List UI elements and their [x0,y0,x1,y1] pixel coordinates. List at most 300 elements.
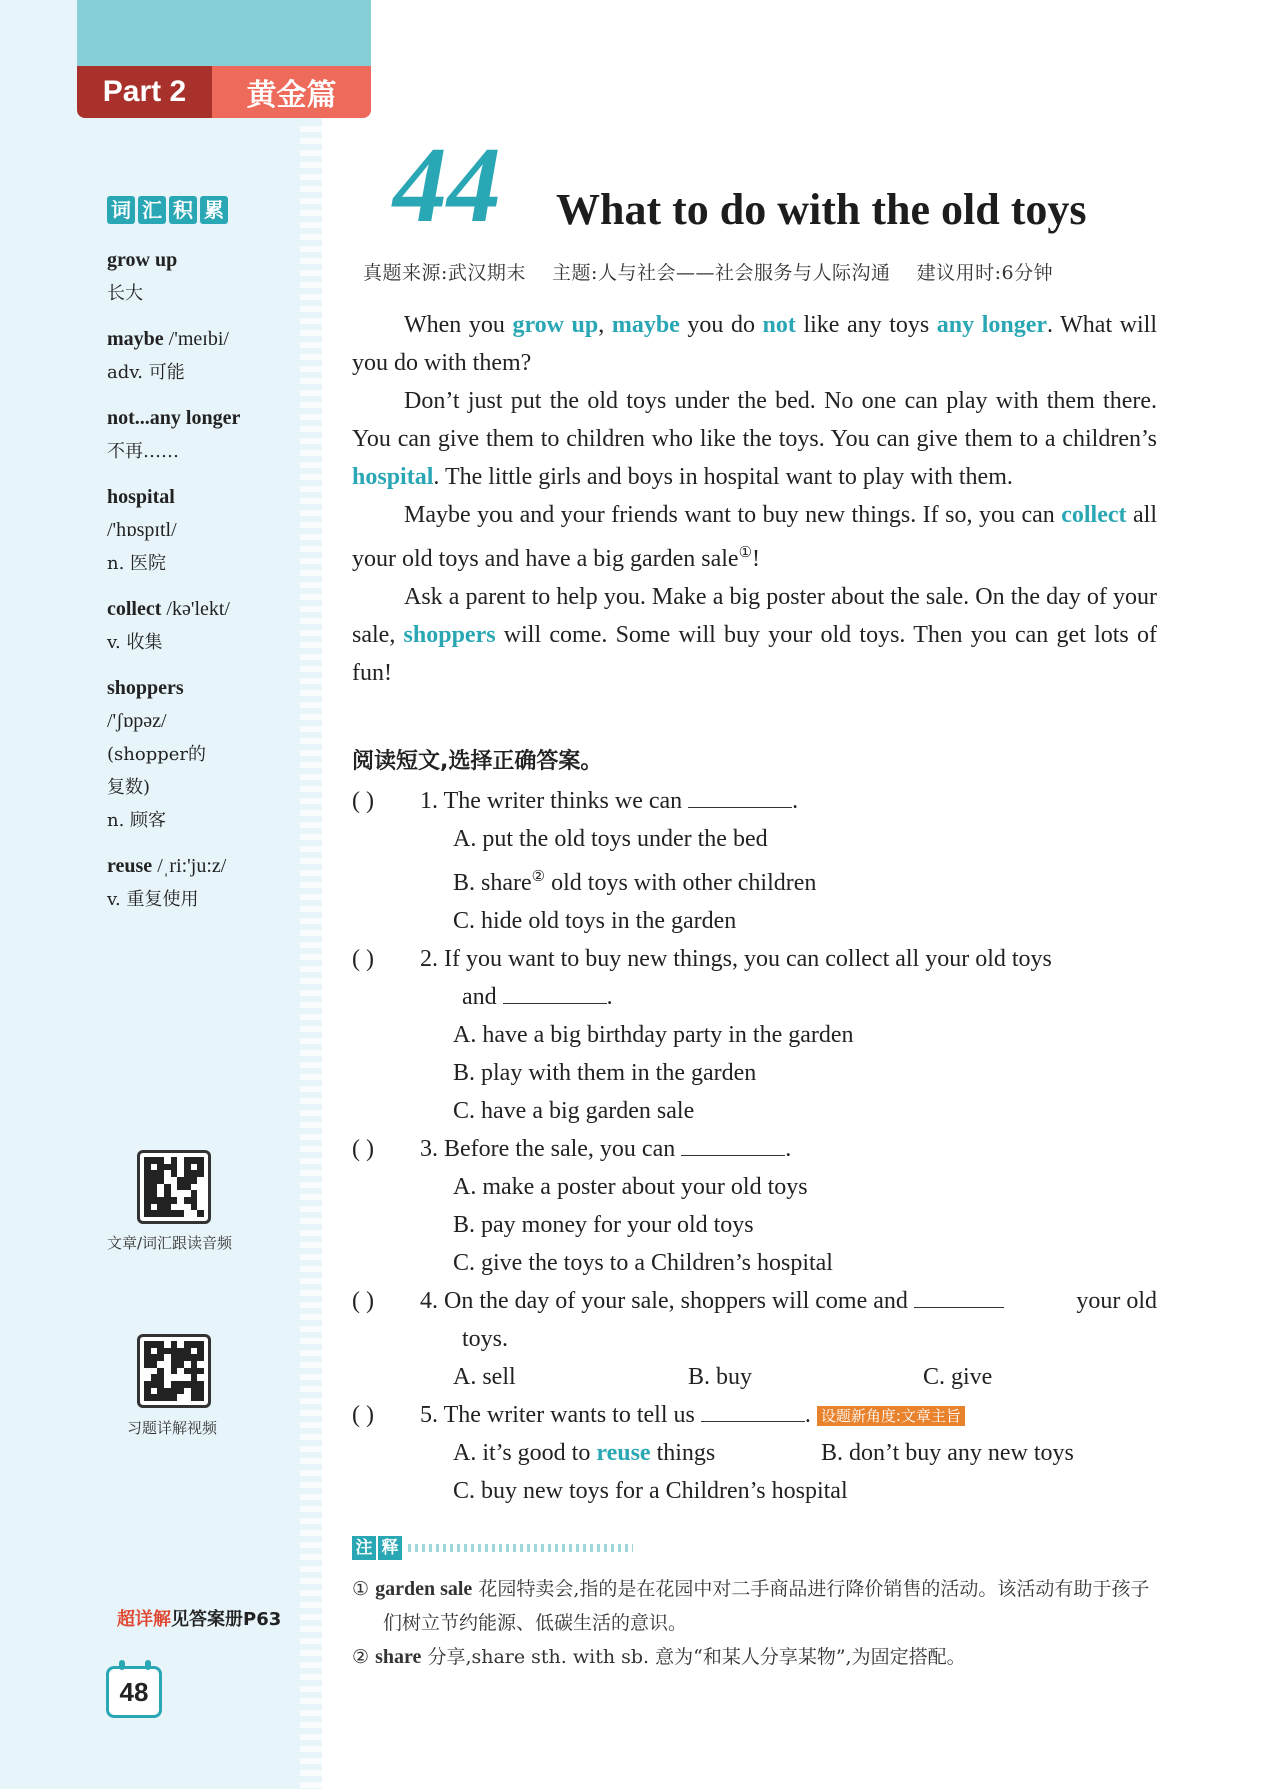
note-marker: ① [738,545,753,561]
option[interactable]: A. put the old toys under the bed [453,826,768,852]
option[interactable]: C. hide old toys in the garden [453,908,737,934]
qr-module [177,1197,184,1204]
qr-module [151,1170,158,1177]
note-item [352,1572,1162,1640]
qr-module [157,1341,164,1348]
qr-module [151,1368,158,1375]
notes-title-char: 注 [352,1536,376,1560]
text: A. it’s good to [453,1440,597,1466]
qr-module [151,1157,158,1164]
qr-module [177,1177,184,1184]
answer-blank[interactable] [688,783,792,808]
vocab-entry [107,672,302,837]
qr-module [177,1210,184,1217]
text: . [785,1136,792,1162]
qr-module [144,1177,151,1184]
qr-module [157,1348,164,1355]
page-number: 48 [106,1666,162,1718]
qr-module [191,1197,198,1204]
answer-blank[interactable] [681,1131,785,1156]
qr-module [144,1184,151,1191]
wavy-edge [300,120,322,1789]
qr-module [191,1177,198,1184]
qr-module [197,1348,204,1355]
qr-module [171,1394,178,1401]
qr-module [151,1348,158,1355]
part-label: Part 2 [77,66,212,118]
qr-module [191,1374,198,1381]
question [352,940,1157,1130]
qr-module [171,1368,178,1375]
qr-module [171,1164,178,1171]
qr-module [171,1170,178,1177]
qr-module [177,1354,184,1361]
qr-module [171,1361,178,1368]
question [352,1282,1157,1396]
qr-module [144,1204,151,1211]
qr-module [191,1190,198,1197]
qr-module [151,1361,158,1368]
vocab-note: (shopper的 [107,744,206,765]
option[interactable]: C. buy new toys for a Children’s hospital [453,1478,848,1504]
qr-module [197,1374,204,1381]
qr-module [184,1388,191,1395]
qr-module [184,1361,191,1368]
vocab-highlight: grow up [512,312,599,338]
answer-blank[interactable] [503,979,607,1004]
answer-blank[interactable] [701,1397,805,1422]
qr-module [164,1394,171,1401]
qr-module [144,1210,151,1217]
vocab-word: hospital [107,486,175,508]
qr-module [151,1177,158,1184]
qr-module [191,1381,198,1388]
text: B. share [453,870,532,896]
qr-module [144,1197,151,1204]
answer-paren[interactable]: ( ) [352,1402,374,1428]
vocab-highlight: hospital [352,464,434,490]
qr-module [171,1190,178,1197]
qr-module [164,1190,171,1197]
text: like any toys [795,312,937,338]
qr-module [164,1177,171,1184]
qr-module [151,1197,158,1204]
qr-module [177,1170,184,1177]
qr-module [197,1368,204,1375]
vocab-meaning: n. 顾客 [107,810,167,831]
answer-ref-text: 见答案册P63 [171,1609,282,1630]
qr-module [164,1354,171,1361]
text: When you [404,312,513,338]
text: . What will you do with them? [352,312,1158,376]
qr-module [177,1341,184,1348]
qr-module [171,1381,178,1388]
paragraph [352,496,1157,578]
text: things [650,1440,716,1466]
qr-module [191,1354,198,1361]
qr-module [157,1394,164,1401]
qr-module [177,1348,184,1355]
qr-module [157,1388,164,1395]
answer-reference [117,1605,281,1631]
qr-module [184,1354,191,1361]
qr-module [177,1164,184,1171]
qr-module [151,1354,158,1361]
answer-paren[interactable]: ( ) [352,946,374,972]
section-label: 黄金篇 [212,66,371,118]
qr-module [191,1157,198,1164]
question-stem: 4. On the day of your sale, shoppers will come and [420,1288,914,1314]
qr-module [184,1164,191,1171]
qr-module [191,1361,198,1368]
paragraph [352,382,1157,496]
vocab-meaning: v. 重复使用 [107,889,199,910]
text: . [606,984,613,1010]
part-banner [77,66,371,118]
vocab-meaning: n. 医院 [107,553,167,574]
qr-module [197,1341,204,1348]
qr-module [184,1374,191,1381]
option[interactable]: C. give the toys to a Children’s hospital [453,1250,833,1276]
qr-module [171,1204,178,1211]
text: , [598,312,612,338]
qr-module [184,1184,191,1191]
qr-module [151,1210,158,1217]
vocab-word: grow up [107,249,178,271]
vocab-phonetic: /'meɪbi/ [163,328,229,350]
qr-module [144,1341,151,1348]
option[interactable]: B. play with them in the garden [453,1060,757,1086]
qr-module [164,1197,171,1204]
qr-module [184,1177,191,1184]
qr-module [197,1177,204,1184]
vocab-entry [107,850,302,916]
qr-module [184,1381,191,1388]
option[interactable]: A. have a big birthday party in the garden [453,1022,854,1048]
qr-module [164,1157,171,1164]
qr-code-video[interactable] [137,1334,211,1408]
vocab-entry [107,593,302,659]
qr-module [184,1157,191,1164]
vocab-title-char: 累 [200,196,228,224]
qr-module [197,1388,204,1395]
vocab-word: shoppers [107,677,184,699]
option[interactable]: B. buy [688,1364,753,1390]
qr-module [151,1374,158,1381]
qr-module [164,1361,171,1368]
answer-paren[interactable]: ( ) [352,1288,374,1314]
qr-module [171,1341,178,1348]
qr-module [191,1204,198,1211]
option[interactable]: B. pay money for your old toys [453,1212,754,1238]
lesson-meta: 真题来源:武汉期末 主题:人与社会——社会服务与人际沟通 建议用时:6分钟 [363,262,1054,284]
qr-label-video: 习题详解视频 [127,1419,218,1437]
paragraph [352,306,1157,382]
qr-module [184,1368,191,1375]
qr-module [184,1170,191,1177]
qr-module [184,1204,191,1211]
qr-module [144,1381,151,1388]
qr-module [184,1210,191,1217]
qr-module [197,1197,204,1204]
option[interactable] [453,858,1157,902]
qr-module [157,1164,164,1171]
qr-module [177,1368,184,1375]
qr-module [151,1341,158,1348]
qr-module [177,1381,184,1388]
qr-module [184,1341,191,1348]
qr-module [164,1341,171,1348]
qr-module [157,1184,164,1191]
qr-module [177,1374,184,1381]
qr-module [191,1368,198,1375]
vocab-phonetic: /'ʃɒpəz/ [107,710,167,732]
qr-module [164,1368,171,1375]
qr-module [177,1184,184,1191]
qr-module [177,1388,184,1395]
qr-module [171,1210,178,1217]
qr-module [164,1210,171,1217]
qr-module [157,1177,164,1184]
note-marker: ② [531,869,546,885]
question-stem: 3. Before the sale, you can [420,1136,682,1162]
text: . The little girls and boys in hospital want to play with them. [433,464,1013,490]
text: ! [752,546,761,572]
qr-module [157,1210,164,1217]
qr-module [144,1368,151,1375]
qr-module [197,1164,204,1171]
note-marker: ① [352,1578,370,1600]
qr-module [144,1354,151,1361]
qr-module [144,1361,151,1368]
qr-module [164,1164,171,1171]
text: Maybe you and your friends want to buy new things. If so, you can [404,502,1062,528]
qr-module [184,1197,191,1204]
note-term: share [375,1646,422,1668]
notes-title-char: 释 [378,1536,402,1560]
vocab-phonetic: /ˌri:'ju:z/ [152,855,227,877]
vocab-title-char: 积 [169,196,197,224]
vocab-highlight: maybe [611,312,680,338]
text: Don’t just put the old toys under the bed. No one can play with them there. You can give them to children who like the toys. You can give them to a children’s [352,388,1157,452]
vocab-entry [107,481,302,580]
qr-module [144,1157,151,1164]
question-tag: 设题新角度:文章主旨 [817,1406,965,1426]
text: you do [679,312,763,338]
qr-module [177,1190,184,1197]
vocab-word: collect [107,598,162,620]
vocab-list [107,244,302,929]
vocab-note: 复数) [107,777,151,798]
qr-label-audio: 文章/词汇跟读音频 [107,1234,233,1252]
vocab-entry [107,244,302,310]
qr-code-audio[interactable] [137,1150,211,1224]
qr-module [171,1388,178,1395]
qr-module [177,1204,184,1211]
note-marker: ② [352,1646,370,1668]
qr-module [171,1197,178,1204]
qr-module [191,1170,198,1177]
qr-module [164,1374,171,1381]
qr-module [197,1170,204,1177]
text: all your old toys and have a big garden sale [352,502,1157,572]
qr-module [157,1354,164,1361]
qr-module [157,1204,164,1211]
option[interactable]: A. sell [453,1364,516,1390]
qr-module [164,1388,171,1395]
vocab-entry [107,323,302,389]
qr-module [144,1190,151,1197]
vocab-phonetic: /kə'lekt/ [161,598,230,620]
qr-module [171,1177,178,1184]
qr-module [157,1170,164,1177]
qr-module [197,1210,204,1217]
qr-module [191,1184,198,1191]
text: . [792,788,799,814]
qr-module [157,1361,164,1368]
qr-module [171,1157,178,1164]
dotted-divider [408,1544,633,1552]
text: . [804,1402,811,1428]
question-stem: toys. [462,1326,509,1352]
qr-module [157,1368,164,1375]
qr-module [157,1157,164,1164]
notes [352,1572,1162,1674]
qr-module [191,1341,198,1348]
instruction: 阅读短文,选择正确答案。 [352,749,603,774]
qr-module [164,1381,171,1388]
option[interactable]: B. don’t buy any new toys [821,1440,1074,1466]
option[interactable]: C. give [923,1364,993,1390]
qr-module [184,1394,191,1401]
vocab-meaning: 长大 [107,283,143,304]
answer-paren[interactable]: ( ) [352,1136,374,1162]
qr-module [184,1190,191,1197]
qr-module [157,1197,164,1204]
vocab-phonetic: /'hɒspɪtl/ [107,519,177,541]
qr-module [197,1394,204,1401]
option[interactable]: C. have a big garden sale [453,1098,695,1124]
vocab-word: not...any longer [107,407,241,429]
question-stem: 2. If you want to buy new things, you can collect all your old toys [420,946,1052,972]
question [352,782,1157,940]
qr-module [151,1388,158,1395]
vocab-highlight: reuse [596,1440,651,1466]
note-term: garden sale [375,1578,473,1600]
vocab-highlight: any longer [936,312,1048,338]
qr-module [177,1361,184,1368]
qr-module [197,1204,204,1211]
qr-module [197,1184,204,1191]
vocab-title-char: 汇 [138,196,166,224]
qr-module [151,1381,158,1388]
qr-module [157,1374,164,1381]
qr-module [191,1394,198,1401]
option-row [453,1434,1157,1472]
vocab-title-char: 词 [107,196,135,224]
question-stem: 5. The writer wants to tell us [420,1402,701,1428]
qr-module [197,1354,204,1361]
option-row [453,1358,1157,1396]
paragraph [352,578,1157,692]
vocab-word: reuse [107,855,153,877]
text: your old [1076,1288,1157,1314]
qr-module [171,1354,178,1361]
vocab-highlight: shoppers [403,622,496,648]
qr-module [191,1164,198,1171]
qr-module [171,1374,178,1381]
lesson-number: 44 [393,126,501,245]
qr-module [164,1204,171,1211]
qr-module [144,1164,151,1171]
qr-module [191,1210,198,1217]
answer-blank[interactable] [914,1283,1004,1308]
qr-module [197,1157,204,1164]
vocab-meaning: 不再…… [107,441,179,462]
question [352,1396,1157,1510]
vocab-entry [107,402,302,468]
qr-module [151,1184,158,1191]
qr-module [144,1348,151,1355]
vocab-title [107,196,228,224]
qr-module [197,1381,204,1388]
qr-module [157,1190,164,1197]
vocab-word: maybe [107,328,164,350]
answer-ref-highlight: 超详解 [117,1609,171,1630]
qr-module [164,1184,171,1191]
vocab-highlight: collect [1061,502,1127,528]
qr-module [164,1170,171,1177]
answer-paren[interactable]: ( ) [352,788,374,814]
vocab-meaning: adv. 可能 [107,362,185,383]
note-text: 分享,share sth. with sb. 意为“和某人分享某物”,为固定搭配。 [421,1646,966,1668]
qr-module [144,1170,151,1177]
qr-module [144,1394,151,1401]
qr-module [197,1190,204,1197]
option[interactable]: A. make a poster about your old toys [453,1174,808,1200]
qr-module [177,1157,184,1164]
qr-module [164,1348,171,1355]
qr-module [171,1184,178,1191]
qr-module [151,1190,158,1197]
note-text: 花园特卖会,指的是在花园中对二手商品进行降价销售的活动。该活动有助于孩子们树立节约能源、低碳生活的意识。 [383,1578,1150,1634]
qr-module [151,1204,158,1211]
qr-module [151,1394,158,1401]
qr-module [171,1348,178,1355]
top-color-block [77,0,371,66]
qr-module [191,1388,198,1395]
text: old toys with other children [545,870,817,896]
qr-module [184,1348,191,1355]
vocab-meaning: v. 收集 [107,632,163,653]
text: will come. Some will buy your old toys. Then you can get lots of fun! [352,622,1157,686]
question-stem: 1. The writer thinks we can [420,788,689,814]
qr-module [144,1388,151,1395]
qr-module [197,1361,204,1368]
qr-module [144,1374,151,1381]
option[interactable] [453,1434,821,1472]
note-item [352,1640,1162,1674]
vocab-highlight: not [762,312,796,338]
question-list [352,782,1157,1510]
qr-module [177,1394,184,1401]
reading-passage [352,306,1157,692]
lesson-title: What to do with the old toys [556,185,1087,234]
notes-header [352,1536,633,1560]
question [352,1130,1157,1282]
qr-module [157,1381,164,1388]
text: and [462,984,503,1010]
